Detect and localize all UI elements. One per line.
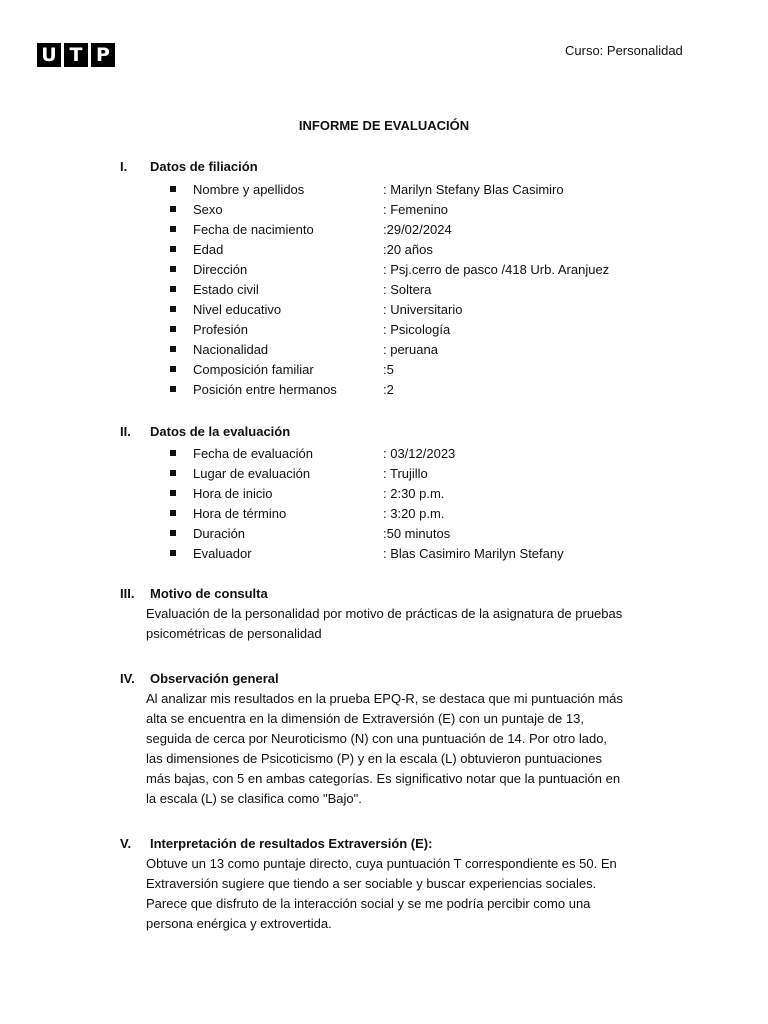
field-label: Estado civil — [193, 282, 259, 297]
field-value: : Marilyn Stefany Blas Casimiro — [383, 182, 564, 197]
bullet-icon — [170, 346, 176, 352]
bullet-icon — [170, 266, 176, 272]
field-value: : Psj.cerro de pasco /418 Urb. Aranjuez — [383, 262, 610, 277]
section-3-body — [146, 604, 666, 644]
section-2-number: II. — [120, 424, 131, 439]
section-5-heading — [120, 836, 432, 851]
field-label: Profesión — [193, 322, 248, 337]
bullet-icon — [170, 366, 176, 372]
field-value: :50 minutos — [383, 526, 451, 541]
field-value: : Femenino — [383, 202, 449, 217]
section-5-number: V. — [120, 836, 132, 851]
field-value: : Soltera — [383, 282, 432, 297]
list-item — [170, 282, 730, 302]
section-4-number: IV. — [120, 671, 135, 686]
paragraph-line: seguida de cerca por Neuroticismo (N) con una puntuación de 14. Por otro lado, — [146, 731, 608, 746]
paragraph-line: más bajas, con 5 en ambas categorías. Es significativo notar que la puntuación en — [146, 771, 621, 786]
field-label: Duración — [193, 526, 246, 541]
list-item — [170, 262, 730, 282]
field-label: Evaluador — [193, 546, 252, 561]
section-1-number: I. — [120, 159, 128, 174]
bullet-icon — [170, 550, 176, 556]
utp-logo — [37, 43, 115, 67]
list-item — [170, 362, 730, 382]
list-item — [170, 382, 730, 402]
bullet-icon — [170, 326, 176, 332]
list-item — [170, 202, 730, 222]
section-2-heading — [120, 424, 290, 439]
field-label: Hora de término — [193, 506, 287, 521]
paragraph-line: Extraversión sugiere que tiendo a ser sociable y buscar experiencias sociales. — [146, 876, 597, 891]
paragraph-line: alta se encuentra en la dimensión de Extraversión (E) con un puntaje de 13, — [146, 711, 584, 726]
course-label: Curso: Personalidad — [565, 43, 683, 58]
list-item — [170, 466, 730, 486]
field-value: :5 — [383, 362, 394, 377]
field-value: : 03/12/2023 — [383, 446, 456, 461]
field-value: : Blas Casimiro Marilyn Stefany — [383, 546, 564, 561]
field-value: :2 — [383, 382, 394, 397]
bullet-icon — [170, 186, 176, 192]
section-2-title: Datos de la evaluación — [150, 424, 291, 439]
bullet-icon — [170, 286, 176, 292]
list-item — [170, 446, 730, 466]
field-value: : Psicología — [383, 322, 451, 337]
field-value: : 2:30 p.m. — [383, 486, 445, 501]
section-3-heading — [120, 586, 268, 601]
section-4-heading — [120, 671, 279, 686]
field-label: Fecha de nacimiento — [193, 222, 314, 237]
field-value: : Trujillo — [383, 466, 428, 481]
field-value: : peruana — [383, 342, 438, 357]
list-item — [170, 182, 730, 202]
field-value: : Universitario — [383, 302, 463, 317]
bullet-icon — [170, 246, 176, 252]
paragraph-line: Obtuve un 13 como puntaje directo, cuya puntuación T correspondiente es 50. En — [146, 856, 617, 871]
section-5-title: Interpretación de resultados Extraversión (E): — [150, 836, 433, 851]
list-item — [170, 302, 730, 322]
bullet-icon — [170, 386, 176, 392]
field-label: Nivel educativo — [193, 302, 282, 317]
list-item — [170, 506, 730, 526]
bullet-icon — [170, 530, 176, 536]
bullet-icon — [170, 206, 176, 212]
field-label: Posición entre hermanos — [193, 382, 337, 397]
list-item — [170, 222, 730, 242]
logo-letter-t: T — [64, 43, 88, 67]
section-1-title: Datos de filiación — [150, 159, 258, 174]
section-5-body — [146, 854, 666, 934]
field-value: :29/02/2024 — [383, 222, 452, 237]
bullet-icon — [170, 226, 176, 232]
bullet-icon — [170, 510, 176, 516]
field-label: Dirección — [193, 262, 248, 277]
list-item — [170, 242, 730, 262]
field-label: Sexo — [193, 202, 223, 217]
section-4-body — [146, 689, 666, 809]
bullet-icon — [170, 490, 176, 496]
field-label: Composición familiar — [193, 362, 314, 377]
section-3-title: Motivo de consulta — [150, 586, 268, 601]
list-item — [170, 322, 730, 342]
paragraph-line: la escala (L) se clasifica como "Bajo". — [146, 791, 362, 806]
field-label: Hora de inicio — [193, 486, 273, 501]
paragraph-line: Evaluación de la personalidad por motivo de prácticas de la asignatura de pruebas — [146, 606, 623, 621]
paragraph-line: persona enérgica y extrovertida. — [146, 916, 332, 931]
section-4-title: Observación general — [150, 671, 279, 686]
list-item — [170, 546, 730, 566]
paragraph-line: Al analizar mis resultados en la prueba EPQ-R, se destaca que mi puntuación más — [146, 691, 623, 706]
list-item — [170, 526, 730, 546]
logo-letter-p: P — [91, 43, 115, 67]
field-label: Nacionalidad — [193, 342, 269, 357]
field-label: Nombre y apellidos — [193, 182, 305, 197]
section-1-heading — [120, 159, 258, 174]
paragraph-line: Parece que disfruto de la interacción social y se me podría percibir como una — [146, 896, 591, 911]
paragraph-line: psicométricas de personalidad — [146, 626, 322, 641]
document-title: INFORME DE EVALUACIÓN — [298, 118, 470, 133]
bullet-icon — [170, 450, 176, 456]
paragraph-line: las dimensiones de Psicoticismo (P) y en la escala (L) obtuvieron puntuaciones — [146, 751, 602, 766]
bullet-icon — [170, 306, 176, 312]
field-label: Lugar de evaluación — [193, 466, 311, 481]
field-label: Edad — [193, 242, 224, 257]
field-value: :20 años — [383, 242, 433, 257]
list-item — [170, 342, 730, 362]
section-3-number: III. — [120, 586, 135, 601]
list-item — [170, 486, 730, 506]
field-label: Fecha de evaluación — [193, 446, 313, 461]
logo-letter-u: U — [37, 43, 61, 67]
field-value: : 3:20 p.m. — [383, 506, 445, 521]
bullet-icon — [170, 470, 176, 476]
